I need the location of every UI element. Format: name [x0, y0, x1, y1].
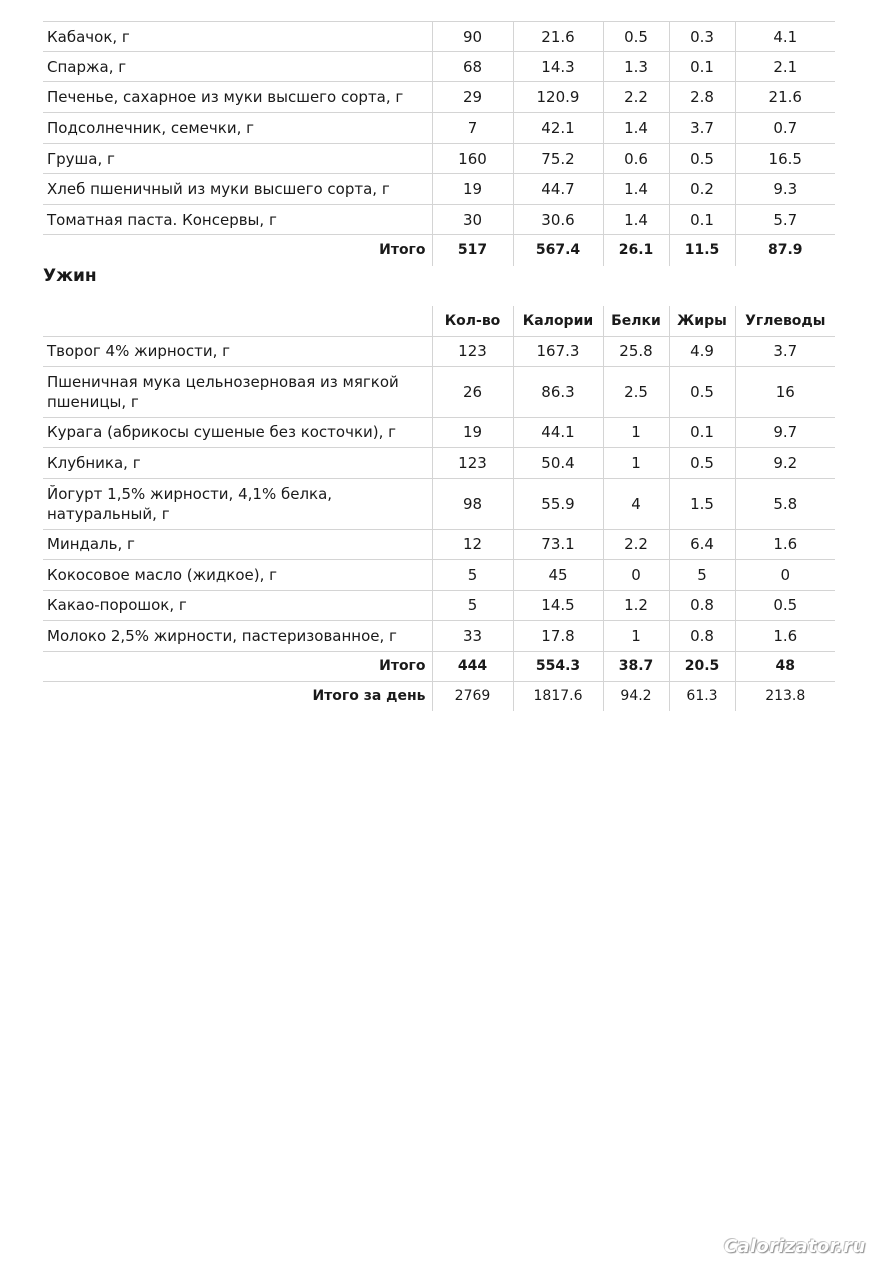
calories-cell: 75.2 — [513, 144, 603, 174]
calories-cell: 120.9 — [513, 82, 603, 113]
total-calories: 554.3 — [513, 651, 603, 681]
food-name: Курага (абрикосы сушеные без косточки), г — [43, 417, 432, 447]
fat-cell: 5 — [669, 559, 735, 590]
table-row — [43, 205, 835, 235]
carbs-cell: 1.6 — [773, 626, 798, 645]
carbs-cell: 9.7 — [773, 423, 798, 441]
header-protein: Белки — [603, 306, 669, 336]
day-total-calories: 1817.6 — [513, 681, 603, 711]
total-row — [43, 235, 835, 266]
day-total-qty: 2769 — [432, 681, 513, 711]
calories-cell: 44.7 — [513, 174, 603, 205]
header-row — [43, 306, 835, 336]
protein-cell: 1 — [603, 447, 669, 478]
qty-cell: 5 — [432, 559, 513, 590]
qty-cell: 12 — [432, 529, 513, 559]
table-row — [43, 82, 835, 113]
qty-cell: 19 — [432, 417, 513, 447]
dinner-rows — [43, 336, 835, 711]
protein-cell: 1 — [603, 620, 669, 651]
header-name — [43, 306, 432, 336]
fat-cell: 4.9 — [669, 336, 735, 366]
total-qty: 444 — [432, 651, 513, 681]
carbs-cell: 9.3 — [773, 180, 798, 198]
carbs-cell: 21.6 — [768, 88, 802, 106]
fat-cell: 0.8 — [669, 590, 735, 620]
header-calories: Калории — [513, 306, 603, 336]
protein-cell: 1.3 — [603, 52, 669, 82]
day-total-carbs: 213.8 — [765, 688, 806, 705]
fat-cell: 0.1 — [669, 417, 735, 447]
calories-cell: 50.4 — [513, 447, 603, 478]
table-row — [43, 478, 835, 529]
fat-cell: 0.5 — [669, 144, 735, 174]
header-carbs: Углеводы — [745, 312, 826, 329]
food-name: Какао-порошок, г — [43, 590, 432, 620]
dinner-table — [43, 306, 835, 711]
carbs-cell: 0 — [780, 565, 791, 584]
qty-cell: 123 — [432, 447, 513, 478]
calories-cell: 14.3 — [513, 52, 603, 82]
protein-cell: 1.2 — [603, 590, 669, 620]
qty-cell: 30 — [432, 205, 513, 235]
total-protein: 38.7 — [603, 651, 669, 681]
total-protein: 26.1 — [603, 235, 669, 266]
qty-cell: 5 — [432, 590, 513, 620]
fat-cell: 0.5 — [669, 366, 735, 417]
dinner-table-header — [43, 306, 835, 336]
protein-cell: 4 — [603, 478, 669, 529]
fat-cell: 0.2 — [669, 174, 735, 205]
day-total-protein: 94.2 — [603, 681, 669, 711]
calories-cell: 14.5 — [513, 590, 603, 620]
previous-meal-rows — [43, 22, 835, 266]
food-name: Подсолнечник, семечки, г — [43, 113, 432, 144]
total-label: Итого — [43, 235, 432, 266]
qty-cell: 33 — [432, 620, 513, 651]
fat-cell: 2.8 — [669, 82, 735, 113]
qty-cell: 90 — [432, 22, 513, 52]
protein-cell: 1.4 — [603, 174, 669, 205]
protein-cell: 2.2 — [603, 82, 669, 113]
total-calories: 567.4 — [513, 235, 603, 266]
fat-cell: 0.1 — [669, 205, 735, 235]
table-row — [43, 366, 835, 417]
fat-cell: 0.1 — [669, 52, 735, 82]
total-carbs: 87.9 — [767, 242, 803, 259]
fat-cell: 3.7 — [669, 113, 735, 144]
table-row — [43, 174, 835, 205]
food-name: Пшеничная мука цельнозерновая из мягкой пшеницы, г — [43, 366, 432, 417]
food-name: Кабачок, г — [43, 22, 432, 52]
calories-cell: 55.9 — [513, 478, 603, 529]
food-name: Молоко 2,5% жирности, пастеризованное, г — [43, 620, 432, 651]
food-name: Миндаль, г — [43, 529, 432, 559]
table-row — [43, 529, 835, 559]
carbs-cell: 5.8 — [773, 494, 798, 513]
header-qty: Кол-во — [432, 306, 513, 336]
fat-cell: 0.5 — [669, 447, 735, 478]
qty-cell: 68 — [432, 52, 513, 82]
carbs-cell: 16.5 — [768, 149, 802, 168]
calories-cell: 86.3 — [513, 366, 603, 417]
food-name: Хлеб пшеничный из муки высшего сорта, г — [43, 174, 432, 205]
calories-cell: 44.1 — [513, 417, 603, 447]
total-label: Итого — [43, 651, 432, 681]
watermark-logo: Calorizator.ru — [724, 1236, 866, 1257]
food-name: Творог 4% жирности, г — [43, 336, 432, 366]
qty-cell: 98 — [432, 478, 513, 529]
carbs-cell: 0.5 — [773, 596, 798, 614]
table-row — [43, 113, 835, 144]
table-row — [43, 590, 835, 620]
food-name: Йогурт 1,5% жирности, 4,1% белка, натуральный, г — [43, 478, 432, 529]
protein-cell: 0 — [603, 559, 669, 590]
previous-meal-table — [43, 21, 835, 266]
qty-cell: 19 — [432, 174, 513, 205]
total-qty: 517 — [432, 235, 513, 266]
carbs-cell: 2.1 — [773, 57, 798, 76]
header-fat: Жиры — [669, 306, 735, 336]
food-name: Кокосовое масло (жидкое), г — [43, 559, 432, 590]
qty-cell: 123 — [432, 336, 513, 366]
table-row — [43, 559, 835, 590]
food-name: Клубника, г — [43, 447, 432, 478]
calories-cell: 42.1 — [513, 113, 603, 144]
protein-cell: 1.4 — [603, 205, 669, 235]
fat-cell: 0.8 — [669, 620, 735, 651]
calories-cell: 30.6 — [513, 205, 603, 235]
calories-cell: 21.6 — [513, 22, 603, 52]
total-row — [43, 651, 835, 681]
carbs-cell: 4.1 — [773, 27, 798, 46]
day-total-fat: 61.3 — [669, 681, 735, 711]
carbs-cell: 3.7 — [773, 342, 798, 360]
protein-cell: 2.2 — [603, 529, 669, 559]
protein-cell: 1 — [603, 417, 669, 447]
table-row — [43, 447, 835, 478]
food-name: Груша, г — [43, 144, 432, 174]
table-row — [43, 417, 835, 447]
fat-cell: 1.5 — [669, 478, 735, 529]
total-fat: 11.5 — [669, 235, 735, 266]
calories-cell: 45 — [513, 559, 603, 590]
food-name: Томатная паста. Консервы, г — [43, 205, 432, 235]
table-row — [43, 22, 835, 52]
protein-cell: 2.5 — [603, 366, 669, 417]
protein-cell: 0.6 — [603, 144, 669, 174]
qty-cell: 7 — [432, 113, 513, 144]
food-name: Спаржа, г — [43, 52, 432, 82]
table-row — [43, 144, 835, 174]
day-total-row — [43, 681, 835, 711]
protein-cell: 0.5 — [603, 22, 669, 52]
fat-cell: 0.3 — [669, 22, 735, 52]
qty-cell: 29 — [432, 82, 513, 113]
carbs-cell: 1.6 — [773, 535, 798, 553]
table-row — [43, 620, 835, 651]
table-row — [43, 52, 835, 82]
protein-cell: 1.4 — [603, 113, 669, 144]
fat-cell: 6.4 — [669, 529, 735, 559]
total-carbs: 48 — [775, 658, 795, 674]
total-fat: 20.5 — [669, 651, 735, 681]
qty-cell: 160 — [432, 144, 513, 174]
table-row — [43, 336, 835, 366]
carbs-cell: 9.2 — [773, 453, 798, 472]
calories-cell: 167.3 — [513, 336, 603, 366]
carbs-cell: 16 — [775, 382, 795, 401]
food-name: Печенье, сахарное из муки высшего сорта, г — [43, 82, 432, 113]
day-total-label: Итого за день — [43, 681, 432, 711]
protein-cell: 25.8 — [603, 336, 669, 366]
calories-cell: 17.8 — [513, 620, 603, 651]
qty-cell: 26 — [432, 366, 513, 417]
calories-cell: 73.1 — [513, 529, 603, 559]
carbs-cell: 0.7 — [773, 119, 798, 137]
carbs-cell: 5.7 — [773, 210, 798, 229]
section-title-dinner: Ужин — [43, 266, 97, 286]
